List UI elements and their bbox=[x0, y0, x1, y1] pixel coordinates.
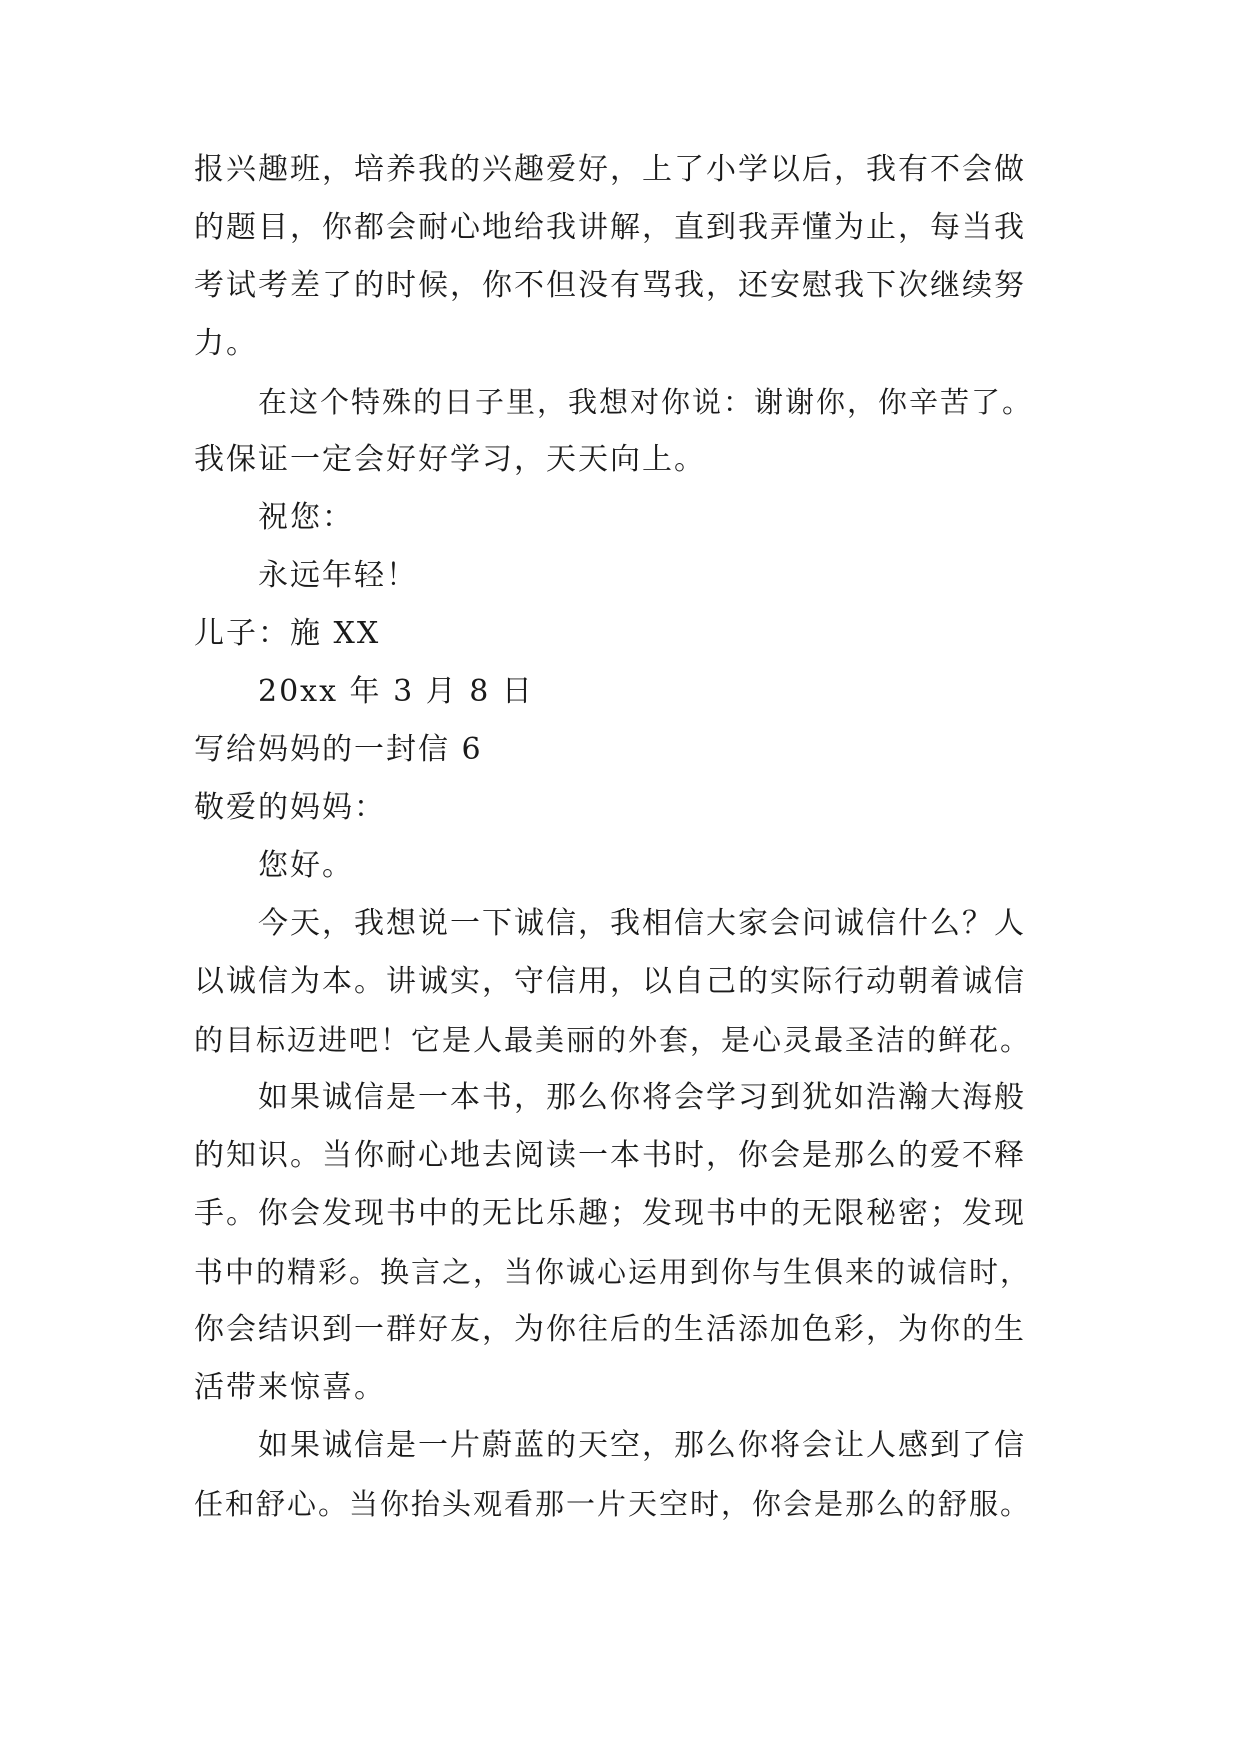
closing-wish: 永远年轻！ bbox=[258, 558, 418, 593]
body-line: 活带来惊喜。 bbox=[194, 1370, 386, 1405]
body-line: 的目标迈进吧！它是人最美丽的外套，是心灵最圣洁的鲜花。 bbox=[194, 1023, 1032, 1057]
body-line: 报兴趣班，培养我的兴趣爱好，上了小学以后，我有不会做 bbox=[194, 152, 1026, 187]
body-line: 今天，我想说一下诚信，我相信大家会问诚信什么？人 bbox=[258, 906, 1026, 941]
body-line: 手。你会发现书中的无比乐趣；发现书中的无限秘密；发现 bbox=[194, 1196, 1026, 1231]
body-line: 书中的精彩。换言之，当你诚心运用到你与生俱来的诚信时， bbox=[194, 1255, 1032, 1289]
body-line: 的知识。当你耐心地去阅读一本书时，你会是那么的爱不释 bbox=[194, 1138, 1026, 1173]
body-line: 你会结识到一群好友，为你往后的生活添加色彩，为你的生 bbox=[194, 1312, 1026, 1347]
body-line: 力。 bbox=[194, 326, 258, 361]
section-title: 写给妈妈的一封信 6 bbox=[194, 732, 483, 767]
body-line: 任和舒心。当你抬头观看那一片天空时，你会是那么的舒服。 bbox=[194, 1487, 1032, 1521]
body-line: 以诚信为本。讲诚实，守信用，以自己的实际行动朝着诚信 bbox=[194, 964, 1026, 999]
body-line: 如果诚信是一本书，那么你将会学习到犹如浩瀚大海般 bbox=[258, 1080, 1026, 1115]
body-line: 如果诚信是一片蔚蓝的天空，那么你将会让人感到了信 bbox=[258, 1428, 1026, 1463]
opening: 您好。 bbox=[258, 848, 354, 883]
body-line: 在这个特殊的日子里，我想对你说：谢谢你，你辛苦了。 bbox=[258, 385, 1034, 419]
body-line: 的题目，你都会耐心地给我讲解，直到我弄懂为止，每当我 bbox=[194, 210, 1026, 245]
body-line: 考试考差了的时候，你不但没有骂我，还安慰我下次继续努 bbox=[194, 268, 1026, 303]
signature: 儿子：施 XX bbox=[194, 616, 381, 651]
letter-date: 20xx 年 3 月 8 日 bbox=[258, 674, 534, 709]
body-line: 我保证一定会好好学习，天天向上。 bbox=[194, 442, 706, 477]
closing-salutation: 祝您： bbox=[258, 500, 354, 535]
greeting: 敬爱的妈妈： bbox=[194, 790, 386, 825]
